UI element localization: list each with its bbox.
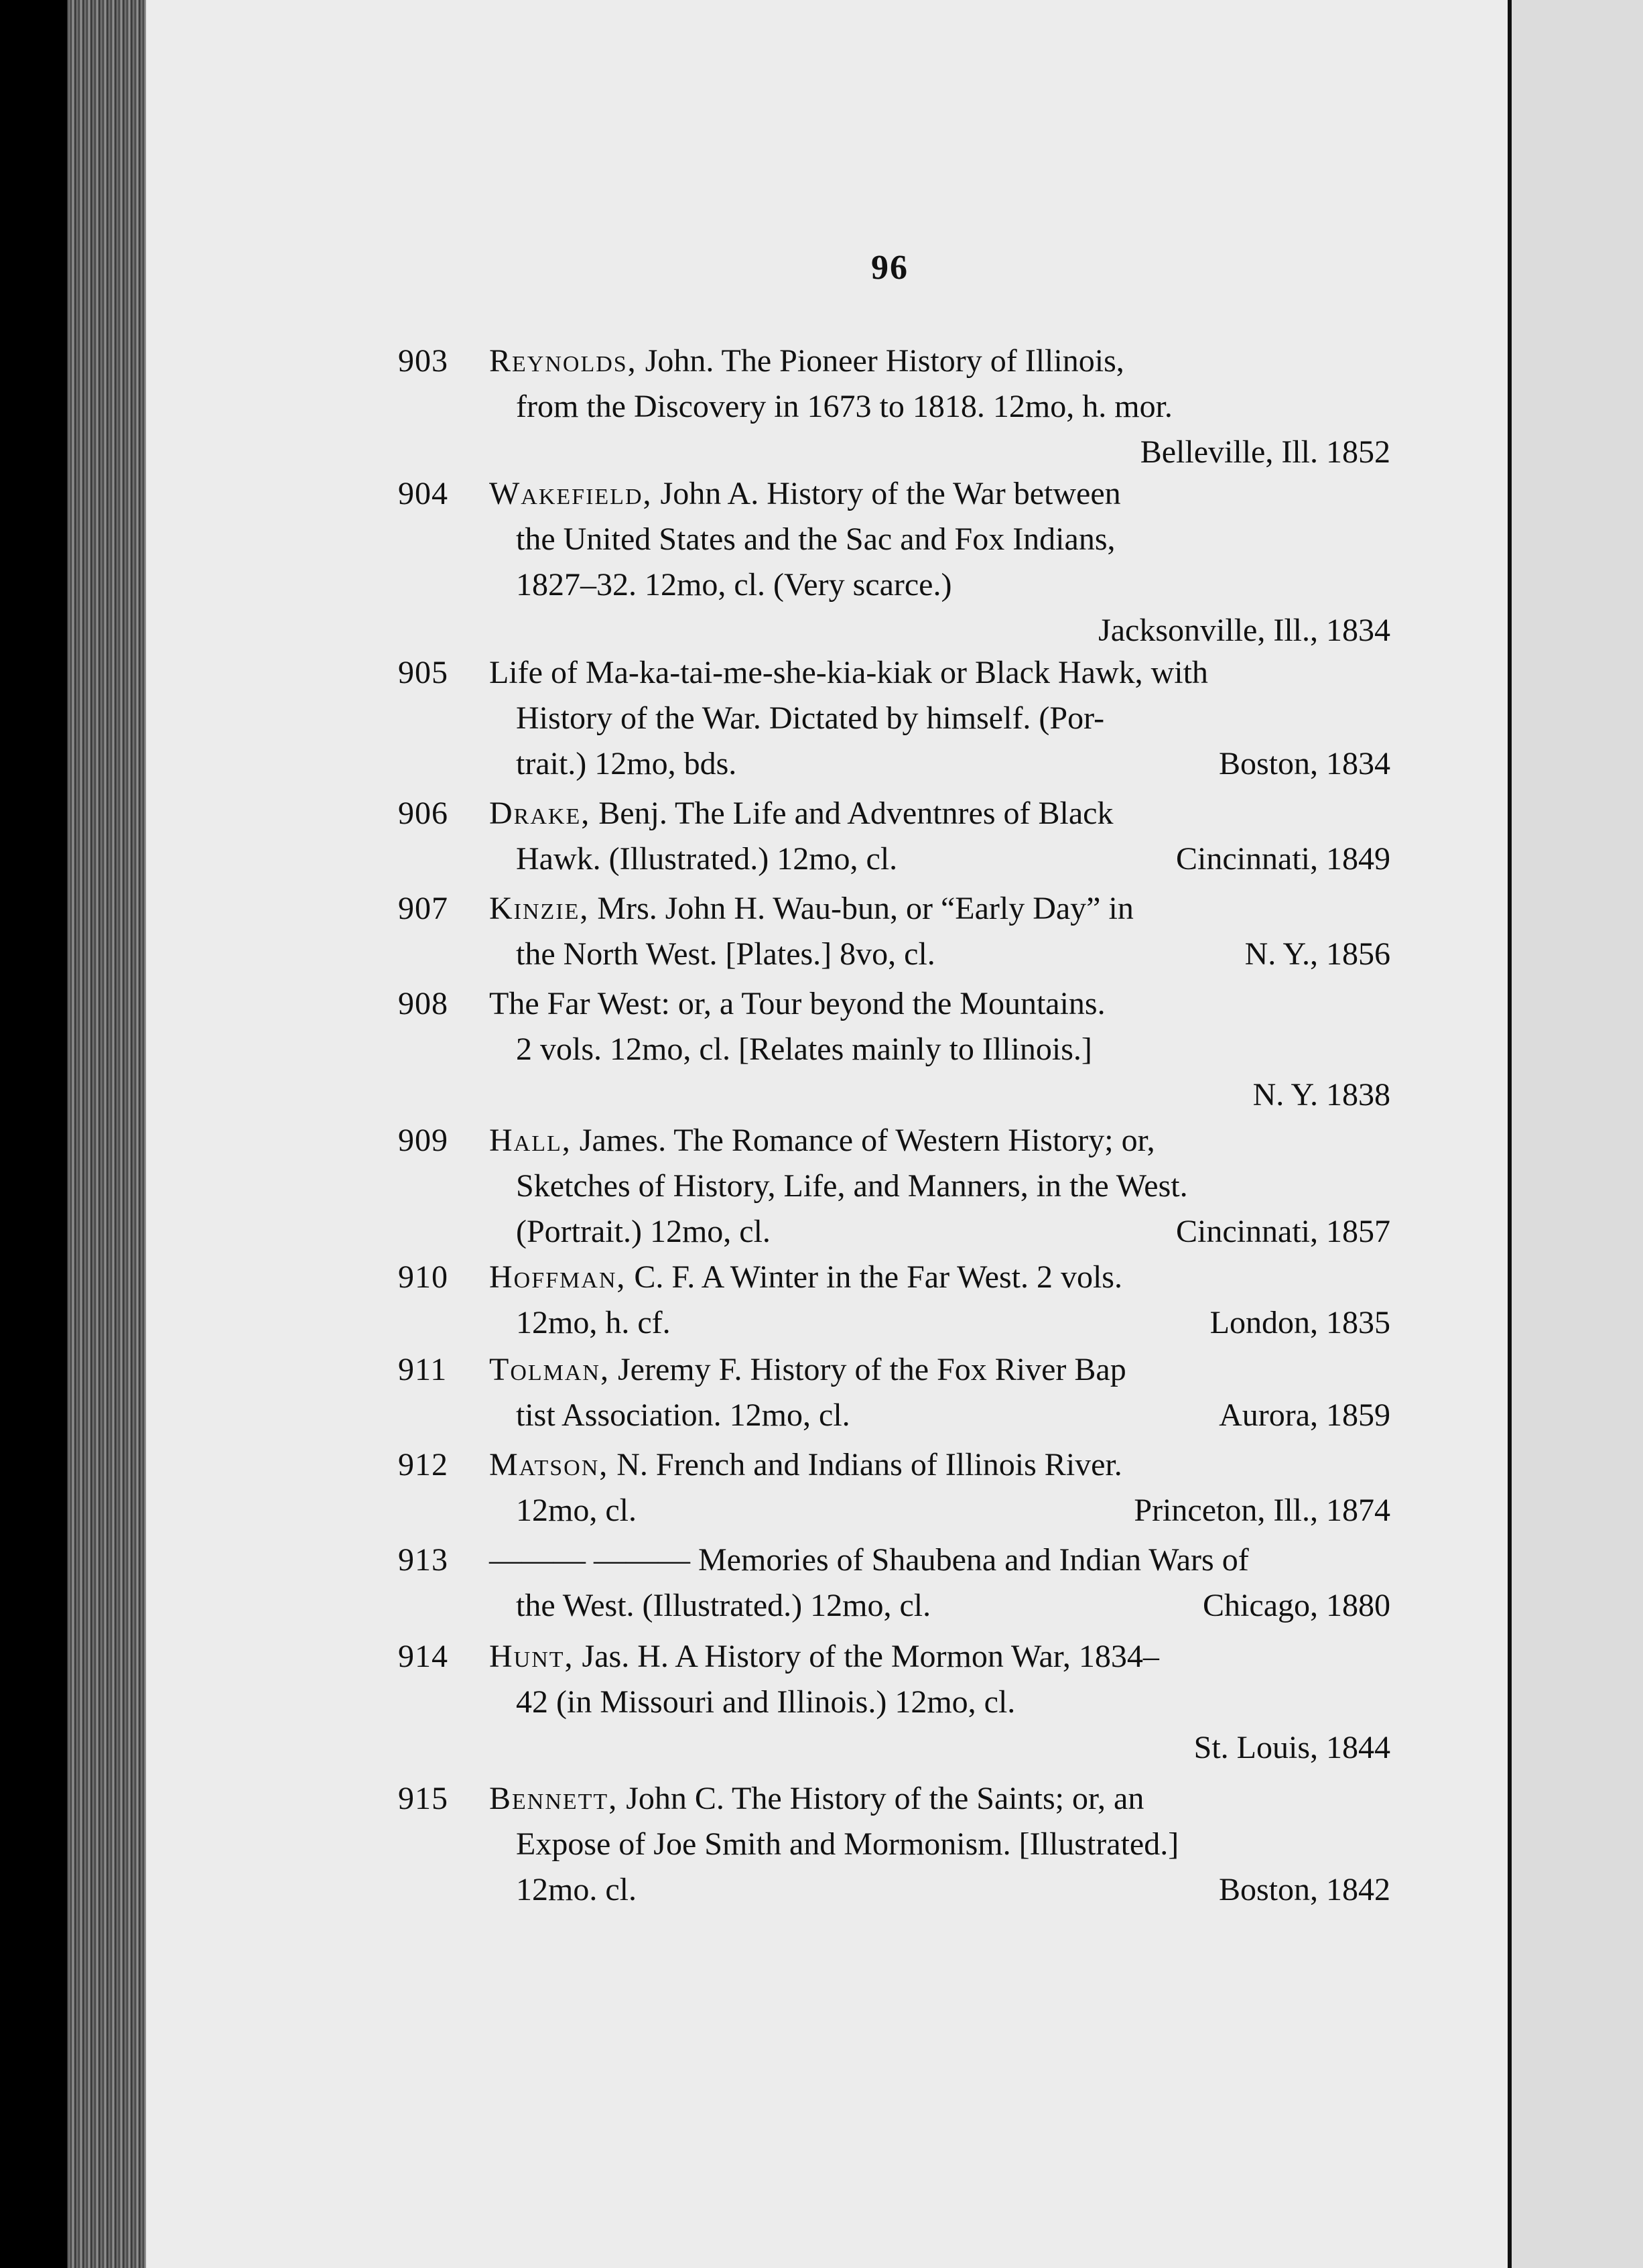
entry-line xyxy=(402,517,1390,562)
entry-imprint: N. Y. 1838 xyxy=(1252,1077,1390,1113)
entry-line xyxy=(402,1867,1390,1913)
entry-number: 906 xyxy=(398,796,448,831)
catalog-entry xyxy=(398,1347,1390,1438)
entry-line xyxy=(402,1300,1390,1346)
entry-line xyxy=(402,932,1390,977)
entry-line xyxy=(402,1537,1390,1583)
entry-text: 42 (in Missouri and Illinois.) 12mo, cl. xyxy=(516,1684,1016,1720)
entry-line xyxy=(402,1027,1390,1072)
entry-line xyxy=(402,1163,1390,1209)
entry-imprint: Cincinnati, 1849 xyxy=(1176,841,1390,877)
catalog-entry xyxy=(398,471,1390,653)
entry-text: trait.) 12mo, bds. xyxy=(516,746,737,781)
entry-text: Wakefield, John A. History of the War between xyxy=(489,476,1121,511)
entry-line xyxy=(402,1393,1390,1438)
entry-author: Hoffman, xyxy=(489,1259,627,1295)
entry-number: 912 xyxy=(398,1447,448,1483)
entry-line xyxy=(402,608,1390,653)
entry-number: 915 xyxy=(398,1781,448,1816)
entry-author: Drake, xyxy=(489,796,591,831)
entry-line xyxy=(402,338,1390,384)
entry-imprint: London, 1835 xyxy=(1209,1305,1390,1340)
catalog-entry xyxy=(398,981,1390,1118)
next-page-edge xyxy=(1512,0,1643,2268)
entry-number: 913 xyxy=(398,1542,448,1578)
entry-text: Hall, James. The Romance of Western History; or, xyxy=(489,1123,1155,1158)
catalog-entry xyxy=(398,1537,1390,1629)
entry-line xyxy=(402,562,1390,608)
entry-line xyxy=(402,1347,1390,1393)
entry-line xyxy=(402,886,1390,932)
entry-author: Kinzie, xyxy=(489,891,590,926)
entry-text: Matson, N. French and Indians of Illinois River. xyxy=(489,1447,1122,1483)
entry-imprint: Chicago, 1880 xyxy=(1203,1588,1390,1623)
entry-line xyxy=(402,471,1390,517)
entry-imprint: Cincinnati, 1857 xyxy=(1176,1214,1390,1249)
entry-author: Matson, xyxy=(489,1447,609,1483)
entry-line xyxy=(402,1488,1390,1533)
entry-number: 907 xyxy=(398,891,448,926)
entry-imprint: Belleville, Ill. 1852 xyxy=(1140,434,1390,470)
entry-text: Bennett, John C. The History of the Saints; or, an xyxy=(489,1781,1144,1816)
entry-line xyxy=(402,1209,1390,1255)
catalog-entry xyxy=(398,886,1390,977)
entry-line xyxy=(402,1255,1390,1300)
entry-text: 1827–32. 12mo, cl. (Very scarce.) xyxy=(516,567,952,603)
entry-text: 12mo. cl. xyxy=(516,1872,637,1907)
entry-number: 905 xyxy=(398,655,448,690)
entry-text: the United States and the Sac and Fox Indians, xyxy=(516,521,1116,557)
entry-author: Tolman, xyxy=(489,1352,610,1387)
catalog-entry xyxy=(398,650,1390,787)
entry-line xyxy=(402,696,1390,741)
entry-text: Hoffman, C. F. A Winter in the Far West. 2 vols. xyxy=(489,1259,1122,1295)
entry-author: Hunt, xyxy=(489,1639,574,1674)
entry-imprint: St. Louis, 1844 xyxy=(1193,1730,1390,1765)
entry-author: Wakefield, xyxy=(489,476,653,511)
catalog-entry xyxy=(398,1255,1390,1346)
entry-author: Bennett, xyxy=(489,1781,618,1816)
entry-line xyxy=(402,741,1390,787)
entry-text: (Portrait.) 12mo, cl. xyxy=(516,1214,771,1249)
entry-text: History of the War. Dictated by himself. (Por- xyxy=(516,700,1105,736)
entry-line xyxy=(402,981,1390,1027)
entry-line xyxy=(402,1776,1390,1822)
entry-text: Reynolds, John. The Pioneer History of Illinois, xyxy=(489,343,1124,379)
entry-text: Hunt, Jas. H. A History of the Mormon War, 1834– xyxy=(489,1639,1159,1674)
entry-text: from the Discovery in 1673 to 1818. 12mo, h. mor. xyxy=(516,389,1173,424)
entry-imprint: Boston, 1842 xyxy=(1218,1872,1390,1907)
entry-number: 903 xyxy=(398,343,448,379)
catalog-entry xyxy=(398,791,1390,882)
entry-line xyxy=(402,1634,1390,1680)
entry-number: 911 xyxy=(398,1352,448,1387)
entry-text: tist Association. 12mo, cl. xyxy=(516,1397,850,1433)
entry-number: 909 xyxy=(398,1123,448,1158)
catalog-entry xyxy=(398,1118,1390,1255)
entry-line xyxy=(402,1442,1390,1488)
entry-text: Tolman, Jeremy F. History of the Fox River Bap xyxy=(489,1352,1126,1387)
entry-number: 908 xyxy=(398,986,448,1021)
book-spine-edge xyxy=(67,0,154,2268)
entry-text: Sketches of History, Life, and Manners, in the West. xyxy=(516,1168,1188,1204)
entry-imprint: Boston, 1834 xyxy=(1218,746,1390,781)
entry-line xyxy=(402,836,1390,882)
entry-line xyxy=(402,1680,1390,1725)
catalog-entry xyxy=(398,1442,1390,1533)
entry-imprint: N. Y., 1856 xyxy=(1244,936,1390,972)
entry-text: Life of Ma-ka-tai-me-she-kia-kiak or Black Hawk, with xyxy=(489,655,1208,690)
entry-text: the West. (Illustrated.) 12mo, cl. xyxy=(516,1588,931,1623)
entry-imprint: Princeton, Ill., 1874 xyxy=(1134,1493,1390,1528)
entry-text: Expose of Joe Smith and Mormonism. [Illustrated.] xyxy=(516,1826,1179,1862)
catalog-entry xyxy=(398,1634,1390,1771)
entry-line xyxy=(402,384,1390,430)
entry-text: Kinzie, Mrs. John H. Wau-bun, or “Early Day” in xyxy=(489,891,1134,926)
entry-line xyxy=(402,1072,1390,1118)
entry-number: 910 xyxy=(398,1259,448,1295)
entry-text: The Far West: or, a Tour beyond the Mountains. xyxy=(489,986,1106,1021)
entry-author: Hall, xyxy=(489,1123,572,1158)
entry-number: 904 xyxy=(398,476,448,511)
entry-text: 12mo, cl. xyxy=(516,1493,637,1528)
entry-author: Reynolds, xyxy=(489,343,637,379)
entry-imprint: Jacksonville, Ill., 1834 xyxy=(1098,613,1390,648)
entry-line xyxy=(402,430,1390,475)
entry-line xyxy=(402,650,1390,696)
entry-line xyxy=(402,791,1390,836)
entry-text: Hawk. (Illustrated.) 12mo, cl. xyxy=(516,841,898,877)
entry-imprint: Aurora, 1859 xyxy=(1219,1397,1390,1433)
catalog-entry xyxy=(398,1776,1390,1913)
entry-text: ——— ——— Memories of Shaubena and Indian Wars of xyxy=(489,1542,1249,1578)
entry-text: 2 vols. 12mo, cl. [Relates mainly to Illinois.] xyxy=(516,1031,1092,1067)
page-number: 96 xyxy=(871,249,909,287)
entry-text: the North West. [Plates.] 8vo, cl. xyxy=(516,936,935,972)
entry-text: Drake, Benj. The Life and Adventnres of Black xyxy=(489,796,1114,831)
entry-line xyxy=(402,1725,1390,1771)
entry-line xyxy=(402,1118,1390,1163)
entry-text: 12mo, h. cf. xyxy=(516,1305,671,1340)
entry-line xyxy=(402,1583,1390,1629)
catalog-entry xyxy=(398,338,1390,475)
entry-number: 914 xyxy=(398,1639,448,1674)
entry-line xyxy=(402,1822,1390,1867)
